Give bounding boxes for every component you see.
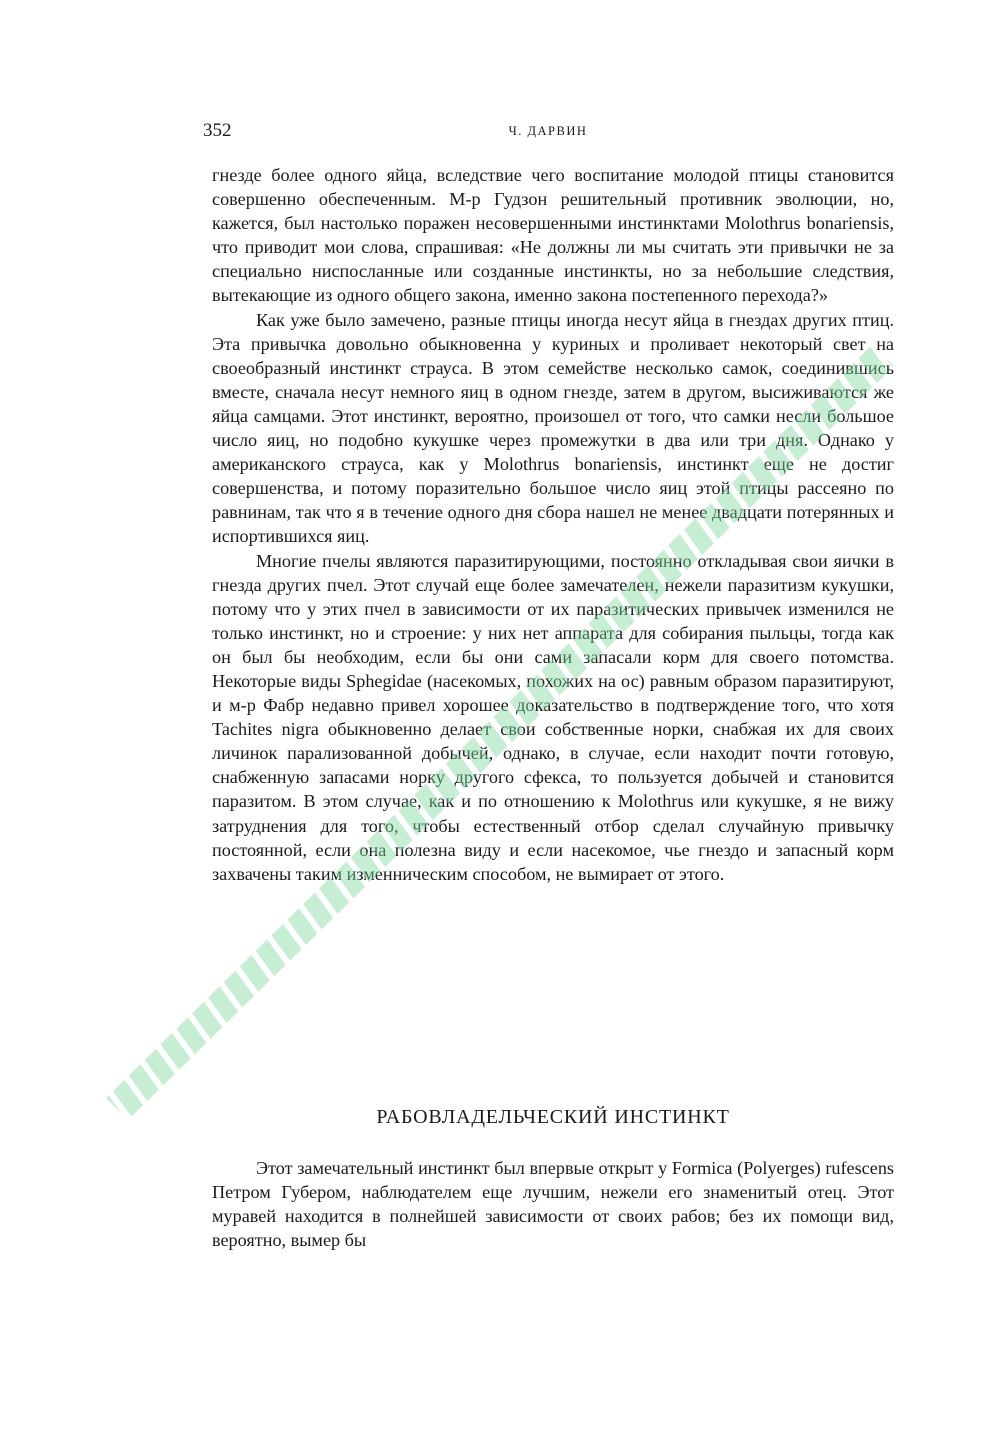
section-text — [212, 1156, 894, 1252]
section-heading: РАБОВЛАДЕЛЬЧЕСКИЙ ИНСТИНКТ — [376, 1106, 730, 1128]
paragraph-slavery: Этот замечательный инстинкт был впервые открыт у Formica (Polyerges) rufescens Петром Губером, наблюдателем еще лучшим, нежели его знаменитый отец. Этот муравей находится в полнейшей зависимости от своих рабов; без их помощи вид, вероятно, вымер бы — [212, 1158, 894, 1251]
paragraph-bees: Многие пчелы являются паразитирующими, постоянно откладывая свои яички в гнезда других пчел. Этот случай еще более замечателен, нежели паразитизм кукушки, потому что у этих пчел в зависимости от их паразитических привычек изменился не только инстинкт, но и строение: у них нет аппарата для собирания пыльцы, тогда как он был бы необходим, если бы они сами запасали корм для своего потомства. Некоторые виды Sphegidae (насекомых, похожих на ос) равным образом паразитируют, и м-р Фабр недавно привел хорошее доказательство в подтверждение того, что хотя Tachites nigra обыкновенно делает свои собственные норки, снабжая их для своих личинок парализованной добычей, однако, в случае, если находит почти готовую, снабженную запасами норку другого сфекса, то пользуется добычей и становится паразитом. В этом случае, как и по отношению к Molothrus или кукушке, я не вижу затруднения для того, чтобы естественный отбор сделал случайную привычку постоянной, если она полезна виду и если насекомое, чье гнездо и запасный корм захвачены таким изменническим способом, не вымирает от этого. — [212, 550, 894, 884]
page-header — [203, 120, 893, 144]
running-head: Ч. ДАРВИН — [508, 124, 588, 138]
paragraph-continued: гнезде более одного яйца, вследствие чего воспитание молодой птицы становится совершенно обеспеченным. М-р Гудзон решительный противник эволюции, но, кажется, был настолько поражен несовершенными инстинктами Molothrus bonariensis, что приводит мои слова, спрашивая: «Не должны ли мы считать эти привычки не за специально ниспосланные или созданные инстинкты, но за небольшие следствия, вытекающие из одного общего закона, именно закона постепенного перехода?» — [212, 165, 894, 306]
page-number: 352 — [203, 120, 232, 141]
main-text — [212, 163, 894, 886]
paragraph-ostrich: Как уже было замечено, разные птицы иногда несут яйца в гнездах других птиц. Эта привычка довольно обыкновенна у куриных и проливает некоторый свет на своеобразный инстинкт страуса. В этом семействе несколько самок, соединившись вместе, сначала несут немного яиц в одном гнезде, затем в другом, высиживаются же яйца самцами. Этот инстинкт, вероятно, произошел от того, что самки несли большое число яиц, но подобно кукушке через промежутки в два или три дня. Однако у американского страуса, как у Molothrus bonariensis, инстинкт еще не достиг совершенства, и потому поразительно большое число яиц этой птицы рассеяно по равнинам, так что я в течение одного дня сбора нашел не менее двадцати потерянных и испортившихся яиц. — [212, 309, 894, 547]
